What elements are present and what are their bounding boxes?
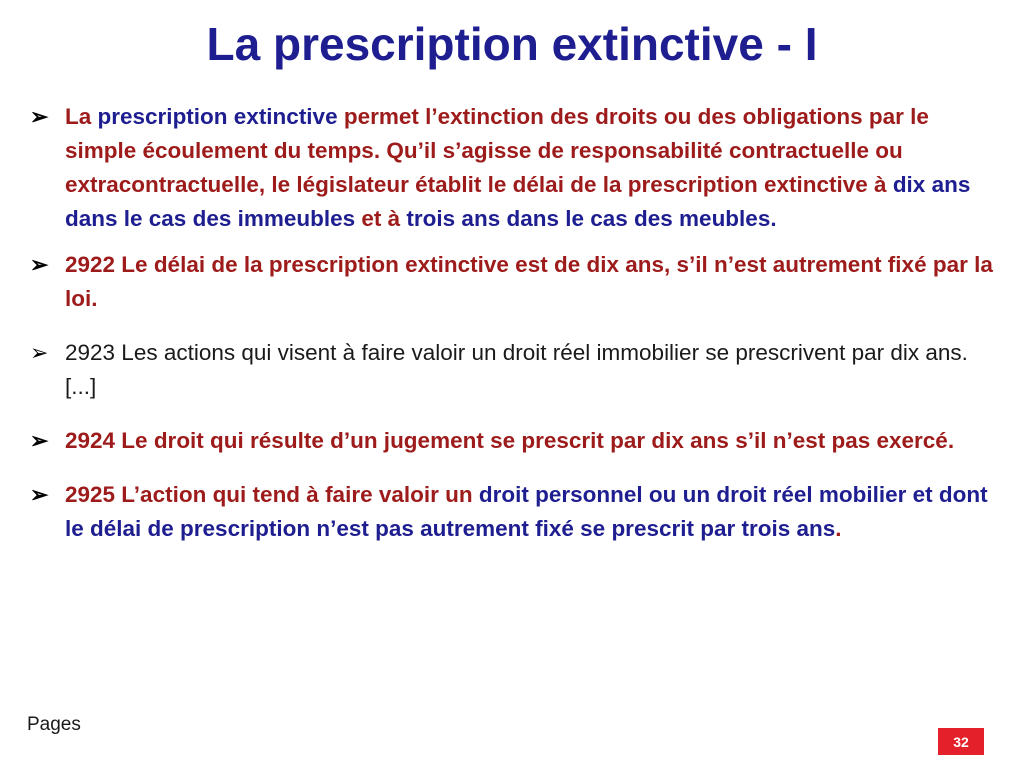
arrowhead-bullet-icon: ➢: [30, 340, 49, 365]
bullet-text: [65, 478, 1005, 546]
bullet-text: [65, 248, 1005, 316]
arrowhead-bullet-icon: ➢: [30, 428, 49, 453]
bullet-segment: droit personnel ou un droit réel mobilier et dont le délai de prescription n’est pas autrement fixé se prescrit par trois ans: [65, 482, 988, 541]
page-title: La prescription extinctive - I: [206, 18, 818, 70]
bullet-segment: 2925 L’action qui tend à faire valoir un: [65, 482, 479, 507]
arrowhead-bullet-icon: ➢: [30, 104, 49, 129]
bullet-segment: permet l’extinction des droits ou des obligations par le simple écoulement du temps. Qu’il s’agisse de responsabilité contractuelle ou extracontractuelle, le législateur établit le délai de la prescription extinctive à: [65, 104, 929, 197]
bullet-text: [65, 424, 1005, 458]
bullet-segment: .: [835, 516, 842, 541]
bullet-item: [30, 424, 1005, 458]
bullet-segment: et à: [355, 206, 407, 231]
bullet-item: [30, 100, 1005, 236]
bullet-segment: dix ans dans le cas des immeubles: [65, 172, 971, 231]
bullet-item: [30, 336, 1005, 404]
bullet-list: [30, 100, 1005, 546]
bullet-text: [65, 336, 1005, 404]
bullet-text: [65, 100, 1005, 236]
bullet-segment: prescription extinctive: [97, 104, 338, 129]
arrowhead-bullet-icon: ➢: [30, 252, 49, 277]
bullet-item: [30, 478, 1005, 546]
bullet-segment: 2922 Le délai de la prescription extinctive est de dix ans, s’il n’est autrement fixé par la loi.: [65, 252, 993, 311]
bullet-segment: 2923 Les actions qui visent à faire valoir un droit réel immobilier se prescrivent par dix ans. [...]: [65, 340, 968, 399]
arrowhead-bullet-icon: ➢: [30, 482, 49, 507]
bullet-segment: 2924 Le droit qui résulte d’un jugement se prescrit par dix ans s’il n’est pas exercé.: [65, 428, 955, 453]
footer-label: Pages: [27, 714, 81, 735]
page-number-badge: 32: [938, 728, 984, 755]
bullet-item: [30, 248, 1005, 316]
bullet-segment: La: [65, 104, 98, 129]
bullet-segment: trois ans dans le cas des meubles.: [406, 206, 777, 231]
